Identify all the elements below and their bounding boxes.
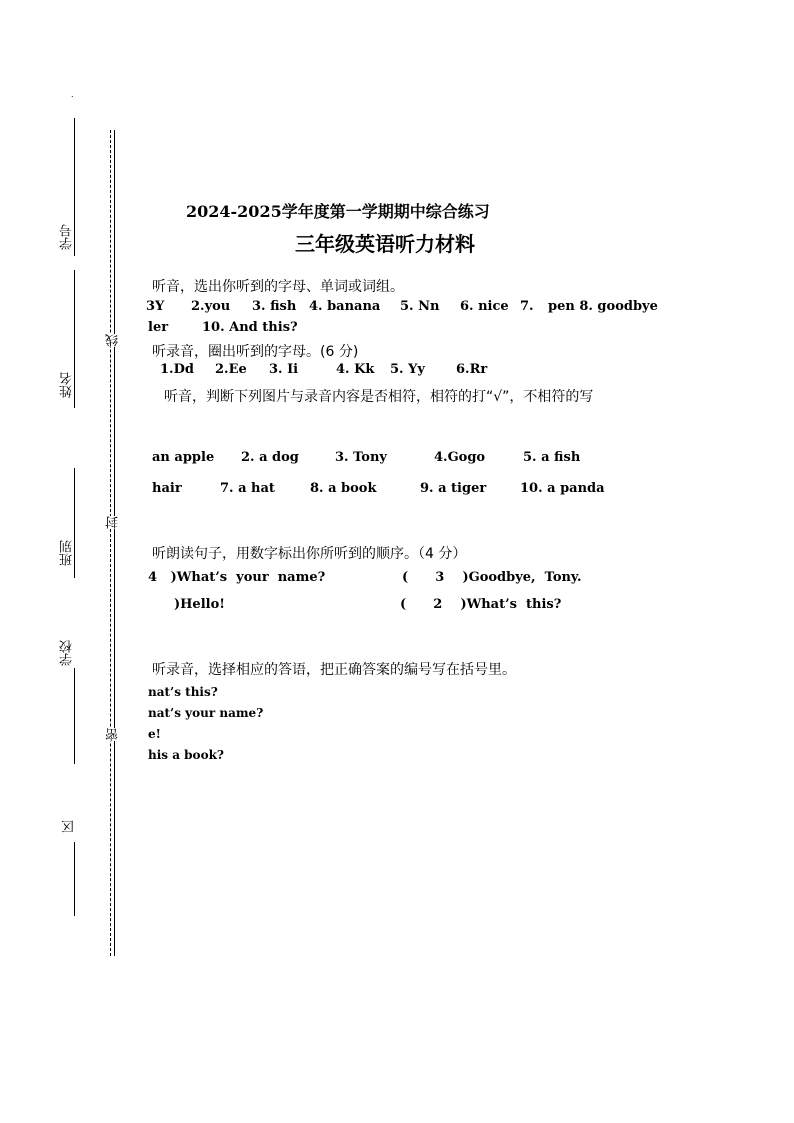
s5-item: nat’s this? [148,685,218,699]
label-school: 学校 [60,640,75,666]
s2-item: 5. Yy [390,362,425,377]
s1-item: 6. nice [460,299,509,314]
section5-heading: 听录音，选择相应的答语，把正确答案的编号写在括号里。 [152,662,516,678]
s3-item: 9. a tiger [420,481,487,496]
s2-item: 2.Ee [215,362,247,377]
s5-item: e! [148,727,161,741]
label-class: 班别 [60,540,75,566]
cut-mark-secret: 密 [106,728,121,741]
label-district: 区 [62,820,77,833]
section2-heading: 听录音，圈出听到的字母。(6 分) [152,344,359,360]
s2-item: 1.Dd [160,362,194,377]
s3-item: 4.Gogo [434,450,486,465]
cut-line-dashed [110,130,111,956]
margin-dot: . [71,90,74,99]
s1-item: 4. banana [309,299,381,314]
section4-heading: 听朗读句子，用数字标出你所听到的顺序。（4 分） [152,546,467,562]
s3-item: 10. a panda [520,481,605,496]
s1-item: 3Y [146,299,165,314]
s3-item: 5. a fish [523,450,581,465]
cut-mark-seal: 封 [106,516,121,529]
s3-item: 3. Tony [335,450,387,465]
label-name: 姓名 [60,372,75,398]
s1-item: 10. And this? [202,320,298,335]
s2-item: 6.Rr [456,362,488,377]
s4-row2-left: )Hello! [174,597,225,612]
page-title-line1: 2024-2025学年度第一学期期中综合练习 [186,202,490,221]
s2-item: 3. Ii [269,362,299,377]
s5-item: nat’s your name? [148,706,264,720]
margin-line-5 [74,842,75,916]
s3-item: 2. a dog [241,450,299,465]
s4-row1-right: ( 3 )Goodbye, Tony. [402,570,582,585]
cut-mark-line: 线 [106,334,121,347]
s3-item: an apple [152,450,215,465]
label-student-id: 学号 [60,224,75,250]
section3-heading: 听音，判断下列图片与录音内容是否相符，相符的打“√”，不相符的写 [164,389,594,405]
s1-item: 5. Nn [400,299,440,314]
section1-heading: 听音，选出你听到的字母、单词或词组。 [152,279,404,295]
s3-item: 8. a book [310,481,377,496]
s1-item: 3. fish [252,299,297,314]
s3-item: hair [152,481,182,496]
s4-row1-left: 4 )What’s your name? [148,570,326,585]
s1-item: 7. [520,299,534,314]
s2-item: 4. Kk [336,362,375,377]
s1-item: 2.you [191,299,231,314]
s5-item: his a book? [148,748,224,762]
s4-row2-right: ( 2 )What’s this? [400,597,562,612]
s1-item: pen 8. goodbye [548,299,658,314]
margin-line-4 [74,668,75,764]
s1-item: ler [148,320,169,335]
s3-item: 7. a hat [220,481,275,496]
page-title-line2: 三年级英语听力材料 [295,232,475,256]
cut-line-solid [114,130,115,956]
